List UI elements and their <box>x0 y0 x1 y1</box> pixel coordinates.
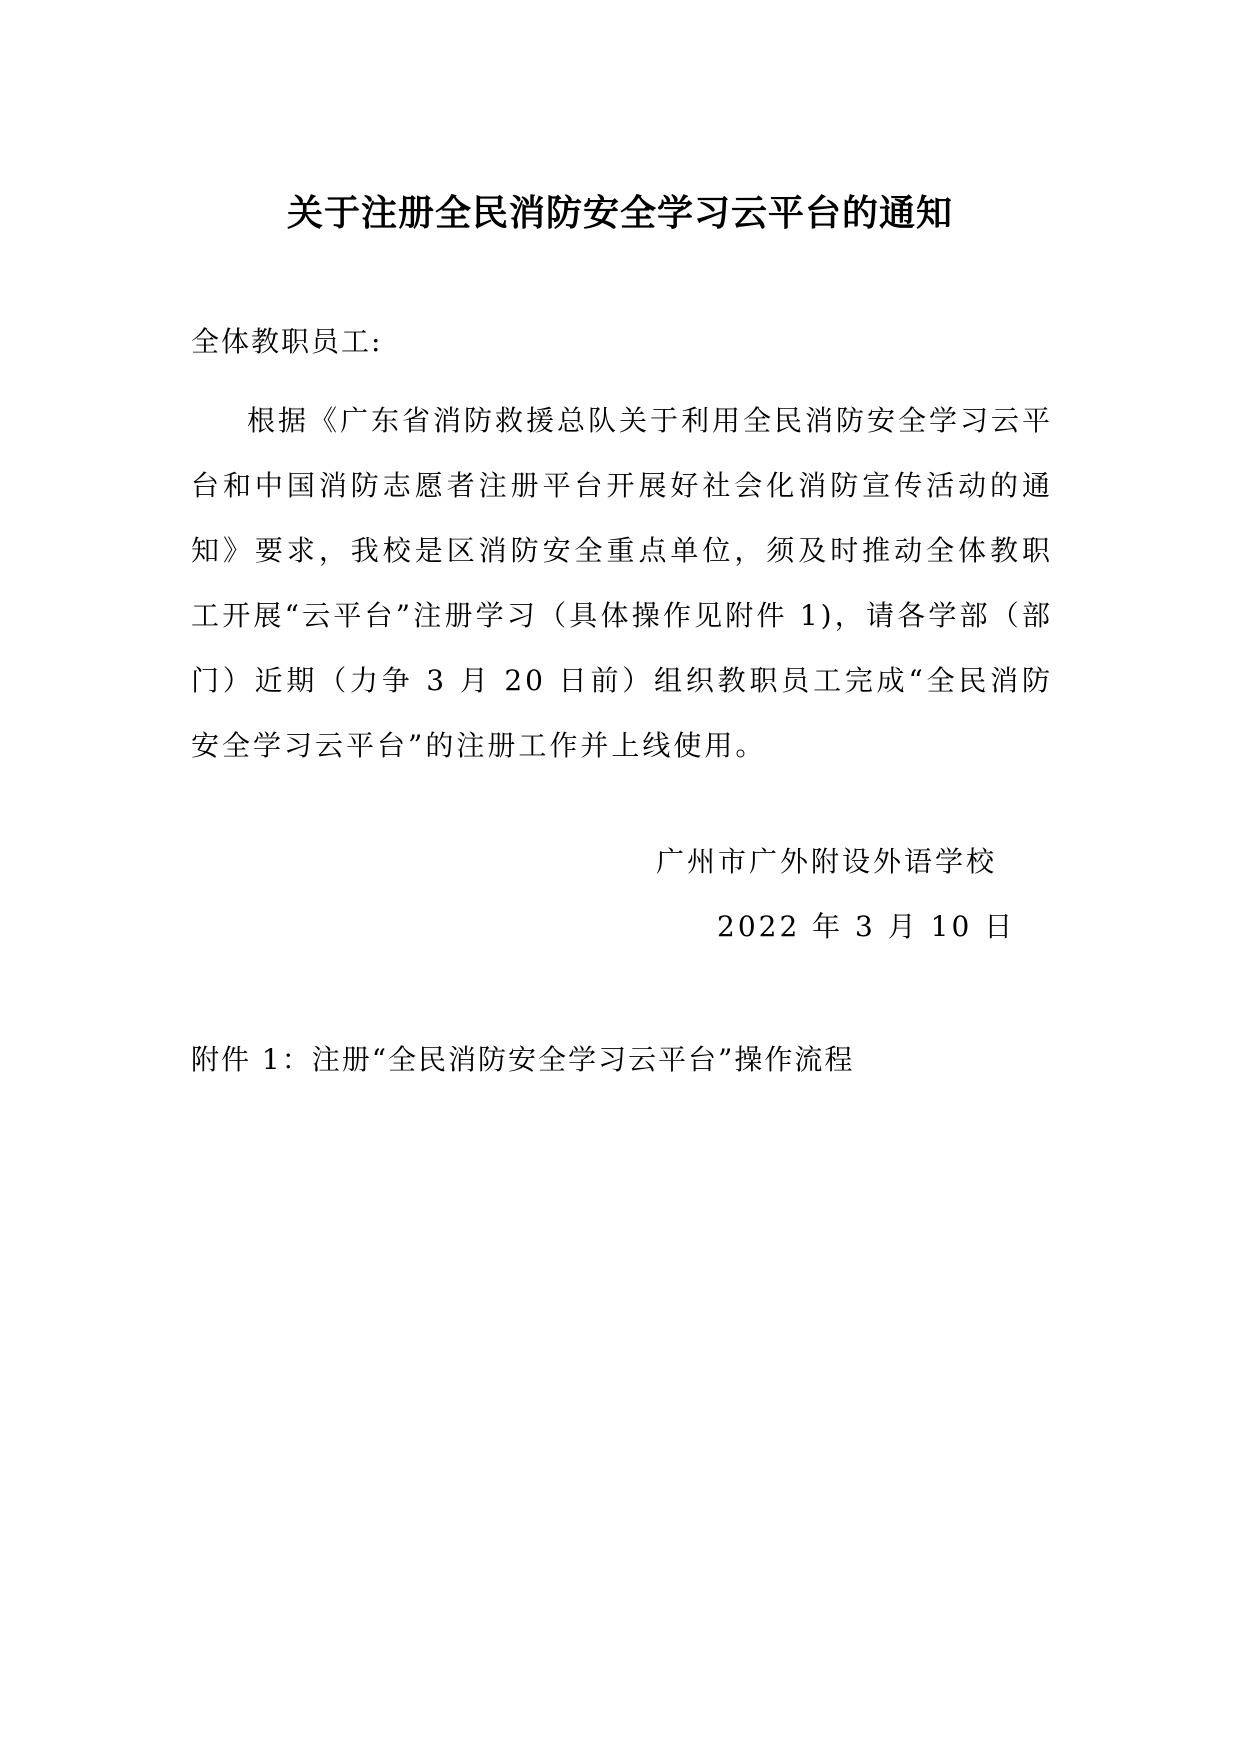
document-title: 关于注册全民消防安全学习云平台的通知 <box>286 193 953 234</box>
attachment-note: 附件 1：注册“全民消防安全学习云平台”操作流程 <box>191 1043 855 1076</box>
notice-body-paragraph: 根据《广东省消防救援总队关于利用全民消防安全学习云平台和中国消防志愿者注册平台开展好社会化消防宣传活动的通知》要求，我校是区消防安全重点单位，须及时推动全体教职工开展“云平台”注册学习（具体操作见附件 1)，请各学部（部门）近期（力争 3 月 20 日前）组织教职员工完成“全民消防安全学习云平台”的注册工作并上线使用。 <box>191 404 1054 762</box>
signature-school-name: 广州市广外附设外语学校 <box>656 845 998 878</box>
signature-date: 2022 年 3 月 10 日 <box>717 910 1016 943</box>
salutation: 全体教职员工: <box>191 325 383 358</box>
